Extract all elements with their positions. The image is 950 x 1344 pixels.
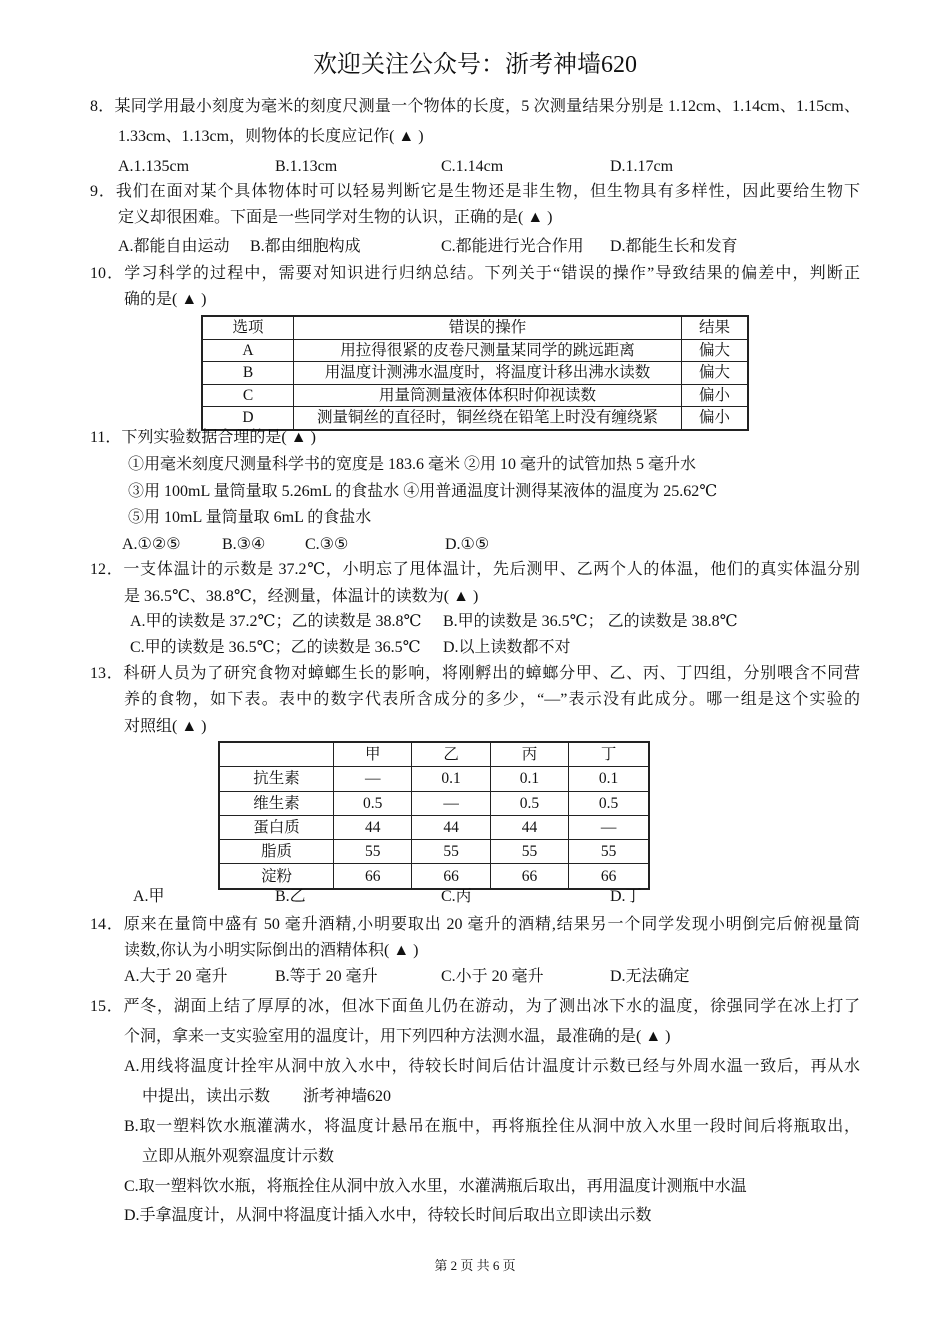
q10-stem: 10．学习科学的过程中，需要对知识进行归纳总结。下列关于“错误的操作”导致结果的偏差中，判断正 [90, 265, 860, 282]
table-cell: — [569, 815, 649, 839]
table-cell: 偏大 [682, 362, 749, 385]
table-cell: 0.1 [412, 767, 490, 791]
table-cell: 蛋白质 [219, 815, 334, 839]
q12-stem-2: 是 36.5℃、38.8℃，经测量，体温计的读数为( ▲ ) [124, 588, 479, 605]
q9-option-d: D.都能生长和发育 [610, 238, 738, 255]
table-cell: 66 [569, 864, 649, 889]
q13-option-b: B.乙 [275, 888, 306, 905]
table-cell: 0.5 [334, 791, 412, 815]
q15-option-d: D.手拿温度计，从洞中将温度计插入水中，待较长时间后取出立即读出示数 [124, 1207, 652, 1224]
table-cell: 44 [412, 815, 490, 839]
table-cell: 维生素 [219, 791, 334, 815]
watermark-text: 浙考神墙620 [303, 1088, 392, 1105]
q14-option-b: B.等于 20 毫升 [275, 968, 378, 985]
table-row [219, 791, 649, 815]
q10-stem-2: 确的是( ▲ ) [124, 291, 207, 308]
table-header: 乙 [412, 742, 490, 767]
q13-stem-3: 对照组( ▲ ) [124, 718, 207, 735]
table-row [202, 339, 748, 362]
table-cell: B [202, 362, 294, 385]
table-cell: 用拉得很紧的皮卷尺测量某同学的跳远距离 [294, 339, 682, 362]
table-cell: 用量筒测量液体体积时仰视读数 [294, 384, 682, 407]
q15-stem-2: 个洞，拿来一支实验室用的温度计，用下列四种方法测水温，最准确的是( ▲ ) [124, 1028, 671, 1045]
table-cell: 66 [490, 864, 568, 889]
q13-table [218, 741, 650, 890]
q15-option-a-2: 中提出，读出示数 [142, 1088, 271, 1105]
table-cell: 抗生素 [219, 767, 334, 791]
q14-option-a: A.大于 20 毫升 [124, 968, 228, 985]
q15-option-a: A.用线将温度计拴牢从洞中放入水中，待较长时间后估计温度计示数已经与外周水温一致后，再从水 [124, 1058, 860, 1075]
table-cell: 测量铜丝的直径时，铜丝绕在铅笔上时没有缠绕紧 [294, 407, 682, 430]
table-cell: 44 [490, 815, 568, 839]
q9-option-a: A.都能自由运动 [118, 238, 230, 255]
q12-stem: 12．一支体温计的示数是 37.2℃，小明忘了甩体温计，先后测甲、乙两个人的体温，他们的真实体温分别 [90, 561, 860, 578]
table-cell: 淀粉 [219, 864, 334, 889]
table-cell: 偏小 [682, 407, 749, 430]
q15-option-b: B.取一塑料饮水瓶灌满水，将温度计悬吊在瓶中，再将瓶拴住从洞中放入水里一段时间后将瓶取出， [124, 1118, 860, 1135]
q15-stem: 15．严冬，湖面上结了厚厚的冰，但冰下面鱼儿仍在游动，为了测出冰下水的温度，徐强同学在冰上打了 [90, 998, 860, 1015]
q14-option-d: D.无法确定 [610, 968, 690, 985]
table-header [219, 742, 334, 767]
table-header: 错误的操作 [294, 316, 682, 339]
q14-stem: 14．原来在量筒中盛有 50 毫升酒精,小明要取出 20 毫升的酒精,结果另一个同学发现小明倒完后俯视量筒 [90, 916, 860, 933]
q13-stem-2: 养的食物，如下表。表中的数字代表所含成分的多少，“—”表示没有此成分。哪一组是这个实验的 [124, 691, 860, 708]
table-header-row [219, 742, 649, 767]
q10-table [201, 315, 749, 431]
q8-stem: 8．某同学用最小刻度为毫米的刻度尺测量一个物体的长度，5 次测量结果分别是 1.12cm、1.14cm、1.15cm、 [90, 98, 860, 115]
table-cell: 55 [490, 840, 568, 864]
q8-option-d: D.1.17cm [610, 158, 674, 175]
q13-option-a: A.甲 [133, 888, 165, 905]
q12-option-d: D.以上读数都不对 [443, 639, 571, 656]
q11-option-c: C.③⑤ [305, 536, 349, 553]
q11-option-b: B.③④ [222, 536, 266, 553]
q9-option-b: B.都由细胞构成 [250, 238, 361, 255]
table-cell: — [334, 767, 412, 791]
q11-option-a: A.①②⑤ [122, 536, 181, 553]
table-cell: D [202, 407, 294, 430]
q8-option-a: A.1.135cm [118, 158, 190, 175]
q11-item: ①用毫米刻度尺测量科学书的宽度是 183.6 毫米 ②用 10 毫升的试管加热 5 毫升水 [128, 456, 697, 473]
table-cell: — [412, 791, 490, 815]
table-header: 结果 [682, 316, 749, 339]
table-cell: 用温度计测沸水温度时，将温度计移出沸水读数 [294, 362, 682, 385]
q11-item: ⑤用 10mL 量筒量取 6mL 的食盐水 [128, 509, 372, 526]
table-cell: 66 [334, 864, 412, 889]
table-row [202, 384, 748, 407]
q13-option-d: D.丁 [610, 888, 642, 905]
table-header: 选项 [202, 316, 294, 339]
table-cell: 偏大 [682, 339, 749, 362]
table-cell: 55 [569, 840, 649, 864]
q11-item: ③用 100mL 量筒量取 5.26mL 的食盐水 ④用普通温度计测得某液体的温度为 25.62℃ [128, 483, 718, 500]
q11-option-d: D.①⑤ [445, 536, 490, 553]
table-cell: 55 [334, 840, 412, 864]
table-header: 甲 [334, 742, 412, 767]
q8-stem-2: 1.33cm、1.13cm，则物体的长度应记作( ▲ ) [118, 128, 424, 145]
table-header: 丙 [490, 742, 568, 767]
q14-stem-2: 读数,你认为小明实际倒出的酒精体积( ▲ ) [124, 942, 419, 959]
page-footer: 第 2 页 共 6 页 [434, 1258, 516, 1273]
q9-stem-2: 定义却很困难。下面是一些同学对生物的认识，正确的是( ▲ ) [118, 209, 553, 226]
table-row [219, 840, 649, 864]
table-cell: 0.1 [490, 767, 568, 791]
q12-option-c: C.甲的读数是 36.5℃；乙的读数是 36.5℃ [130, 639, 421, 656]
table-cell: A [202, 339, 294, 362]
table-header: 丁 [569, 742, 649, 767]
q13-stem: 13．科研人员为了研究食物对蟑螂生长的影响，将刚孵出的蟑螂分甲、乙、丙、丁四组，分别喂含不同营 [90, 665, 860, 682]
table-cell: 0.5 [490, 791, 568, 815]
q12-option-b: B.甲的读数是 36.5℃； 乙的读数是 38.8℃ [443, 613, 738, 630]
q12-option-a: A.甲的读数是 37.2℃；乙的读数是 38.8℃ [130, 613, 422, 630]
table-cell: 偏小 [682, 384, 749, 407]
table-cell: 55 [412, 840, 490, 864]
q8-option-c: C.1.14cm [441, 158, 504, 175]
q13-option-c: C.丙 [441, 888, 472, 905]
q9-stem: 9．我们在面对某个具体物体时可以轻易判断它是生物还是非生物，但生物具有多样性，因此要给生物下 [90, 183, 860, 200]
q8-option-b: B.1.13cm [275, 158, 338, 175]
q11-stem: 11．下列实验数据合理的是( ▲ ) [90, 429, 316, 446]
q15-option-c: C.取一塑料饮水瓶，将瓶拴住从洞中放入水里，水灌满瓶后取出，再用温度计测瓶中水温 [124, 1178, 747, 1195]
table-cell: 0.5 [569, 791, 649, 815]
header-title: 欢迎关注公众号：浙考神墙620 [313, 52, 637, 78]
table-row [219, 767, 649, 791]
q14-option-c: C.小于 20 毫升 [441, 968, 544, 985]
q9-option-c: C.都能进行光合作用 [441, 238, 584, 255]
table-cell: 脂质 [219, 840, 334, 864]
table-cell: C [202, 384, 294, 407]
table-cell: 44 [334, 815, 412, 839]
table-header-row [202, 316, 748, 339]
table-row [202, 362, 748, 385]
q15-option-b-2: 立即从瓶外观察温度计示数 [142, 1148, 335, 1165]
table-cell: 66 [412, 864, 490, 889]
table-row [219, 815, 649, 839]
table-cell: 0.1 [569, 767, 649, 791]
